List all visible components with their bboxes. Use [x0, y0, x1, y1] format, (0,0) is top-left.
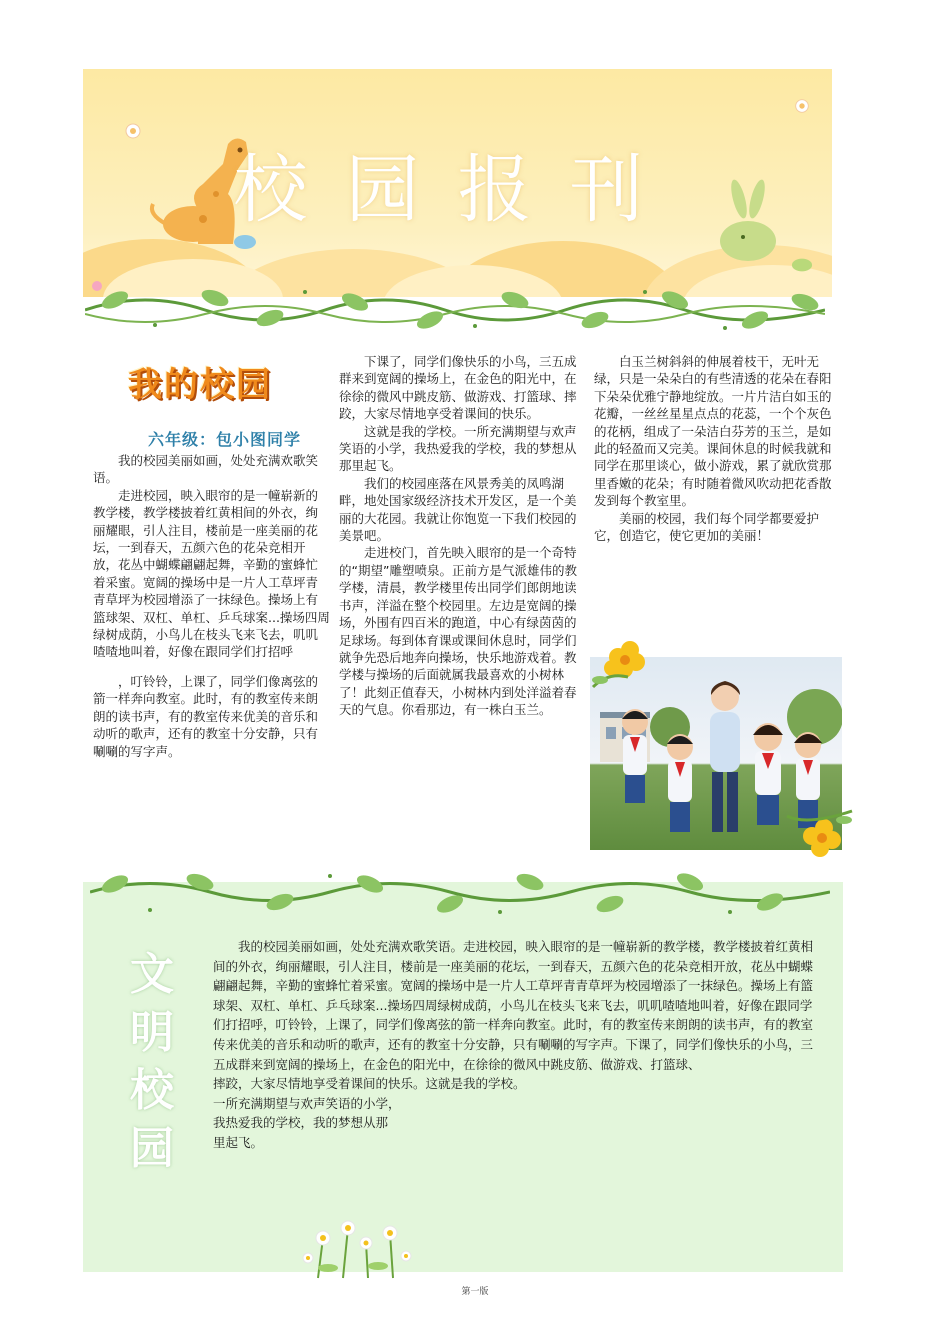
flower-decoration-icon	[782, 806, 857, 866]
vine-divider-bottom	[90, 870, 830, 920]
daisy-flowers-icon	[298, 1208, 418, 1280]
paragraph: 下课了，同学们像快乐的小鸟，三五成群来到宽阔的操场上，在金色的阳光中，在徐徐的微风中跳皮筋、做游戏、打篮球、摔跤，大家尽情地享受着课间的快乐。	[339, 354, 577, 422]
paragraph: ，叮铃铃，上课了，同学们像离弦的箭一样奔向教室。此时，有的教室传来朗朗的读书声，有的教室传来优美的音乐和动听的歌声，还有的教室十分安静，只有唰唰的写字声。	[93, 673, 319, 759]
flower-icon	[793, 97, 811, 115]
article-column-2	[339, 353, 577, 719]
panel-article	[213, 937, 813, 1153]
paragraph: 里起飞。	[213, 1134, 264, 1150]
vertical-section-title: 文明校园	[130, 949, 174, 1174]
paragraph: 我的校园美丽如画，处处充满欢歌笑语。	[93, 453, 319, 486]
leaf-icon	[791, 257, 813, 273]
header-banner	[83, 69, 832, 297]
paragraph: 走进校园，映入眼帘的是一幢崭新的教学楼，教学楼披着红黄相间的外衣，绚丽耀眼，引人注目，楼前是一座美丽的花坛，一到春天，五颜六色的花朵竞相开放，花丛中蝴蝶翩翩起舞，辛勤的蜜蜂忙着采蜜。宽阔的操场中是一片人工草坪青青草坪为校园增添了一抹绿色。操场上有篮球架、双杠、单杠、乒乓球案...操场四周绿树成荫，小鸟儿在枝头飞来飞去，叽叽喳喳地叫着，好像在跟同学们打招呼	[93, 487, 330, 660]
paragraph: 摔跤，大家尽情地享受着课间的快乐。这就是我的学校。	[213, 1076, 526, 1092]
newspaper-title: 校园报刊	[233, 147, 682, 233]
paragraph: 美丽的校园，我们每个同学都要爱护它，创造它，使它更加的美丽！	[594, 510, 820, 544]
paragraph: 白玉兰树斜斜的伸展着枝干，无叶无绿，只是一朵朵白的有些清透的花朵在春阳下朵朵优雅宁静地绽放。一片片洁白如玉的花瓣，一丝丝星星点点的花蕊，一个个灰色的花柄，组成了一朵洁白芬芳的玉兰，是如此的轻盈而又完美。课间休息的时候我就和同学在那里谈心，做小游戏，累了就欣赏那里香嫩的花朵；有时随着微风吹动把花香散发到每个教室里。	[594, 354, 832, 509]
paragraph: 我们的校园座落在风景秀美的凤鸣湖畔，地处国家级经济技术开发区，是一个美丽的大花园。我就让你饱览一下我们校园的美景吧。	[339, 475, 577, 544]
paragraph: 走进校门，首先映入眼帘的是一个奇特的“期望”雕塑喷泉。正前方是气派雄伟的教学楼，清晨，教学楼里传出同学们郎朗地读书声，洋溢在整个校园里。左边是宽阔的操场，外围有四百米的跑道，中心有绿茵茵的足球场。每到体育课或课间休息时，同学们就争先恐后地奔向操场，快乐地游戏着。教学楼与操场的后面就属我最喜欢的小树林了！此刻正值春天，小树林内到处洋溢着春天的气息。你看那边，有一株白玉兰。	[339, 545, 577, 718]
section-title: 我的校园	[128, 365, 272, 405]
author-byline: 六年级：包小图同学	[148, 430, 302, 449]
page-number: 第一版	[461, 1287, 489, 1297]
article-column-3	[594, 353, 832, 544]
vine-divider-top	[85, 280, 825, 340]
article-column-1	[93, 452, 330, 760]
paragraph: 这就是我的学校。一所充满期望与欢声笑语的小学，我热爱我的学校，我的梦想从那里起飞。	[339, 423, 577, 474]
flower-decoration-icon	[588, 632, 668, 692]
paragraph: 我的校园美丽如画，处处充满欢歌笑语。走进校园，映入眼帘的是一幢崭新的教学楼，教学楼披着红黄相间的外衣，绚丽耀眼，引人注目，楼前是一座美丽的花坛，一到春天，五颜六色的花朵竞相开放，花丛中蝴蝶翩翩起舞，辛勤的蜜蜂忙着采蜜。宽阔的操场中是一片人工草坪青青草坪为校园增添了一抹绿色。操场上有篮球架、双杠、单杠、乒乓球案...操场四周绿树成荫，小鸟儿在枝头飞来飞去，叽叽喳喳地叫着，好像在跟同学们打招呼，叮铃铃，上课了，同学们像离弦的箭一样奔向教室。此时，有的教室传来朗朗的读书声，有的教室传来优美的音乐和动听的歌声，还有的教室十分安静，只有唰唰的写字声。下课了，同学们像快乐的小鸟，三五成群来到宽阔的操场上，在金色的阳光中，在徐徐的微风中跳皮筋、做游戏、打篮球、	[213, 939, 814, 1072]
paragraph: 一所充满期望与欢声笑语的小学，	[213, 1095, 401, 1111]
paragraph: 我热爱我的学校，我的梦想从那	[213, 1115, 389, 1131]
